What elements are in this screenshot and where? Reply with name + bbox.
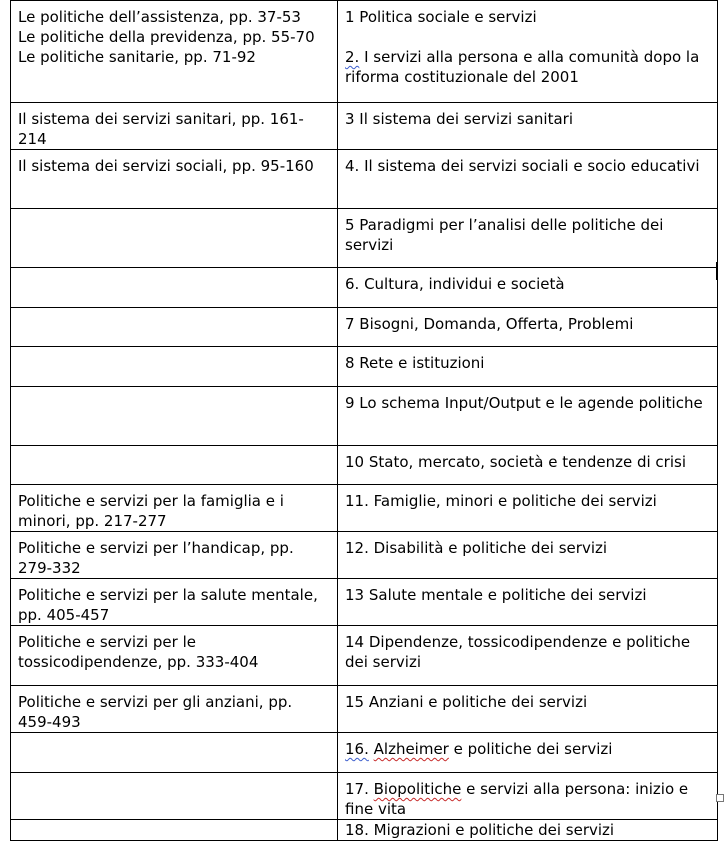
grammar-marked-number: 16.: [345, 740, 369, 758]
table-cell-right[interactable]: 14 Dipendenze, tossicodipendenze e politiche dei servizi: [338, 626, 718, 686]
table-row: [11, 347, 718, 387]
table-row: [11, 733, 718, 773]
table-cell-left[interactable]: [11, 733, 338, 773]
table-cell-right[interactable]: 18. Migrazioni e politiche dei servizi: [338, 820, 718, 841]
table-row: [11, 579, 718, 626]
table-cell-left[interactable]: Politiche e servizi per le tossicodipendenze, pp. 333-404: [11, 626, 338, 686]
cell-line: [345, 47, 710, 87]
table-row: [11, 773, 718, 820]
table-cell-left[interactable]: [11, 1, 338, 103]
table-row: [11, 532, 718, 579]
table-cell-right[interactable]: [338, 733, 718, 773]
table-row: [11, 446, 718, 485]
spellcheck-word: Alzheimer: [373, 740, 449, 758]
table-cell-right[interactable]: 4. Il sistema dei servizi sociali e socio educativi: [338, 150, 718, 209]
table-row: [11, 103, 718, 150]
cell-text: e politiche dei servizi: [448, 740, 613, 758]
table-cell-right[interactable]: 6. Cultura, individui e società: [338, 268, 718, 308]
table-cell-right[interactable]: 12. Disabilità e politiche dei servizi: [338, 532, 718, 579]
table-row: [11, 387, 718, 446]
table-cell-right[interactable]: [338, 773, 718, 820]
syllabus-table: [10, 0, 718, 841]
table-row: [11, 820, 718, 841]
table-cell-left[interactable]: [11, 308, 338, 347]
table-cell-left[interactable]: Politiche e servizi per gli anziani, pp. 459-493: [11, 686, 338, 733]
table-cell-right[interactable]: 11. Famiglie, minori e politiche dei servizi: [338, 485, 718, 532]
spellcheck-word: Biopolitiche: [373, 780, 462, 798]
table-cell-right[interactable]: [338, 1, 718, 103]
table-cell-right[interactable]: 13 Salute mentale e politiche dei servizi: [338, 579, 718, 626]
table-resize-handle[interactable]: [716, 794, 724, 802]
table-cell-right[interactable]: 5 Paradigmi per l’analisi delle politiche dei servizi: [338, 209, 718, 268]
table-cell-left[interactable]: [11, 209, 338, 268]
table-cell-left[interactable]: [11, 387, 338, 446]
table-cell-left[interactable]: Il sistema dei servizi sanitari, pp. 161-214: [11, 103, 338, 150]
grammar-marked-number: 2.: [345, 48, 360, 66]
table-row: [11, 1, 718, 103]
table-row: [11, 150, 718, 209]
table-row: [11, 209, 718, 268]
table-cell-left[interactable]: [11, 773, 338, 820]
table-cell-right[interactable]: 3 Il sistema dei servizi sanitari: [338, 103, 718, 150]
table-cell-right[interactable]: 9 Lo schema Input/Output e le agende politiche: [338, 387, 718, 446]
table-cell-left[interactable]: Politiche e servizi per l’handicap, pp. 279-332: [11, 532, 338, 579]
table-row: [11, 485, 718, 532]
table-cell-right[interactable]: 8 Rete e istituzioni: [338, 347, 718, 387]
cell-line: 1 Politica sociale e servizi: [345, 8, 537, 26]
table-cell-right[interactable]: 7 Bisogni, Domanda, Offerta, Problemi: [338, 308, 718, 347]
table-row: [11, 686, 718, 733]
table-cell-left[interactable]: Politiche e servizi per la salute mentale, pp. 405-457: [11, 579, 338, 626]
table-cell-left[interactable]: [11, 347, 338, 387]
table-cell-left[interactable]: Il sistema dei servizi sociali, pp. 95-160: [11, 150, 338, 209]
table-cell-left[interactable]: [11, 268, 338, 308]
cell-line: Le politiche sanitarie, pp. 71-92: [18, 48, 256, 66]
cell-line: Le politiche della previdenza, pp. 55-70: [18, 28, 315, 46]
table-row: [11, 268, 718, 308]
text-cursor: [716, 262, 717, 280]
cell-text: I servizi alla persona e alla comunità dopo la riforma costituzionale del 2001: [345, 48, 700, 86]
table-row: [11, 626, 718, 686]
table-row: [11, 308, 718, 347]
cell-text: e servizi alla persona: inizio e fine vita: [345, 780, 689, 818]
table-cell-left[interactable]: [11, 446, 338, 485]
table-cell-left[interactable]: Politiche e servizi per la famiglia e i minori, pp. 217-277: [11, 485, 338, 532]
table-cell-right[interactable]: 10 Stato, mercato, società e tendenze di crisi: [338, 446, 718, 485]
cell-line: Le politiche dell’assistenza, pp. 37-53: [18, 8, 301, 26]
table-cell-right[interactable]: 15 Anziani e politiche dei servizi: [338, 686, 718, 733]
cell-number: 17.: [345, 780, 369, 798]
table-cell-left[interactable]: [11, 820, 338, 841]
